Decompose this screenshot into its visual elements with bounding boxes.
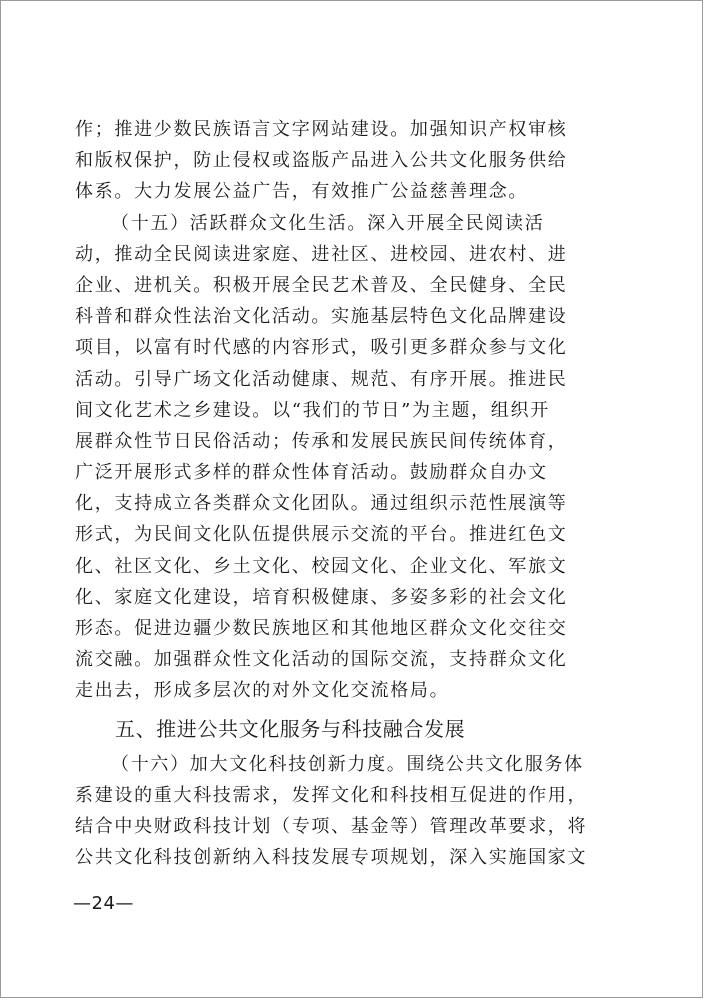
text-line: 形式，为民间文化队伍提供展示交流的平台。推进红色文	[75, 524, 568, 546]
text-line: 科普和群众性法治文化活动。实施基层特色文化品牌建设	[75, 306, 568, 328]
text-line: 化、家庭文化建设，培育积极健康、多姿多彩的社会文化	[75, 586, 568, 608]
text-line: 流交融。加强群众性文化活动的国际交流，支持群众文化	[75, 649, 568, 671]
body-text	[75, 114, 635, 873]
text-line: 展群众性节日民俗活动；传承和发展民族民间传统体育，	[75, 430, 568, 452]
text-line: 系建设的重大科技需求，发挥文化和科技相互促进的作用，	[75, 784, 588, 806]
subsection-15-line	[75, 208, 635, 239]
text-line: 公共文化科技创新纳入科技发展专项规划，深入实施国家文	[75, 847, 588, 869]
text-line: 间文化艺术之乡建设。以“我们的节日”为主题，组织开	[75, 399, 550, 421]
text-line: 和版权保护，防止侵权或盗版产品进入公共文化服务供给	[75, 150, 568, 172]
subsection-16-text: 围绕公共文化服务体	[406, 753, 584, 775]
text-line: 化、社区文化、乡土文化、校园文化、企业文化、军旅文	[75, 555, 568, 577]
text-line: 体系。大力发展公益广告，有效推广公益慈善理念。	[75, 181, 529, 203]
text-line: 活动。引导广场文化活动健康、规范、有序开展。推进民	[75, 368, 568, 390]
subsection-16-title: （十六）加大文化科技创新力度。	[111, 753, 407, 775]
section-heading: 五、推进公共文化服务与科技融合发展	[115, 716, 466, 741]
text-line: 形态。促进边疆少数民族地区和其他地区群众文化交往交	[75, 618, 568, 639]
text-line: 走出去，形成多层次的对外文化交流格局。	[75, 680, 450, 702]
text-line: 广泛开展形式多样的群众性体育活动。鼓励群众自办文	[75, 462, 548, 484]
page-number: —24—	[73, 893, 134, 914]
text-line: 企业、进机关。积极开展全民艺术普及、全民健身、全民	[75, 274, 568, 296]
subsection-16-line	[75, 749, 635, 780]
text-line: 化，支持成立各类群众文化团队。通过组织示范性展演等	[75, 493, 568, 515]
text-line: 作；推进少数民族语言文字网站建设。加强知识产权审核	[75, 119, 568, 140]
text-line: 动，推动全民阅读进家庭、进社区、进校园、进农村、进	[75, 243, 568, 265]
text-line: 结合中央财政科技计划（专项、基金等）管理改革要求，将	[75, 815, 588, 837]
text-line: 项目，以富有时代感的内容形式，吸引更多群众参与文化	[75, 337, 568, 359]
subsection-15-title: （十五）活跃群众文化生活。	[111, 212, 368, 234]
subsection-15-text: 深入开展全民阅读活	[367, 212, 545, 234]
